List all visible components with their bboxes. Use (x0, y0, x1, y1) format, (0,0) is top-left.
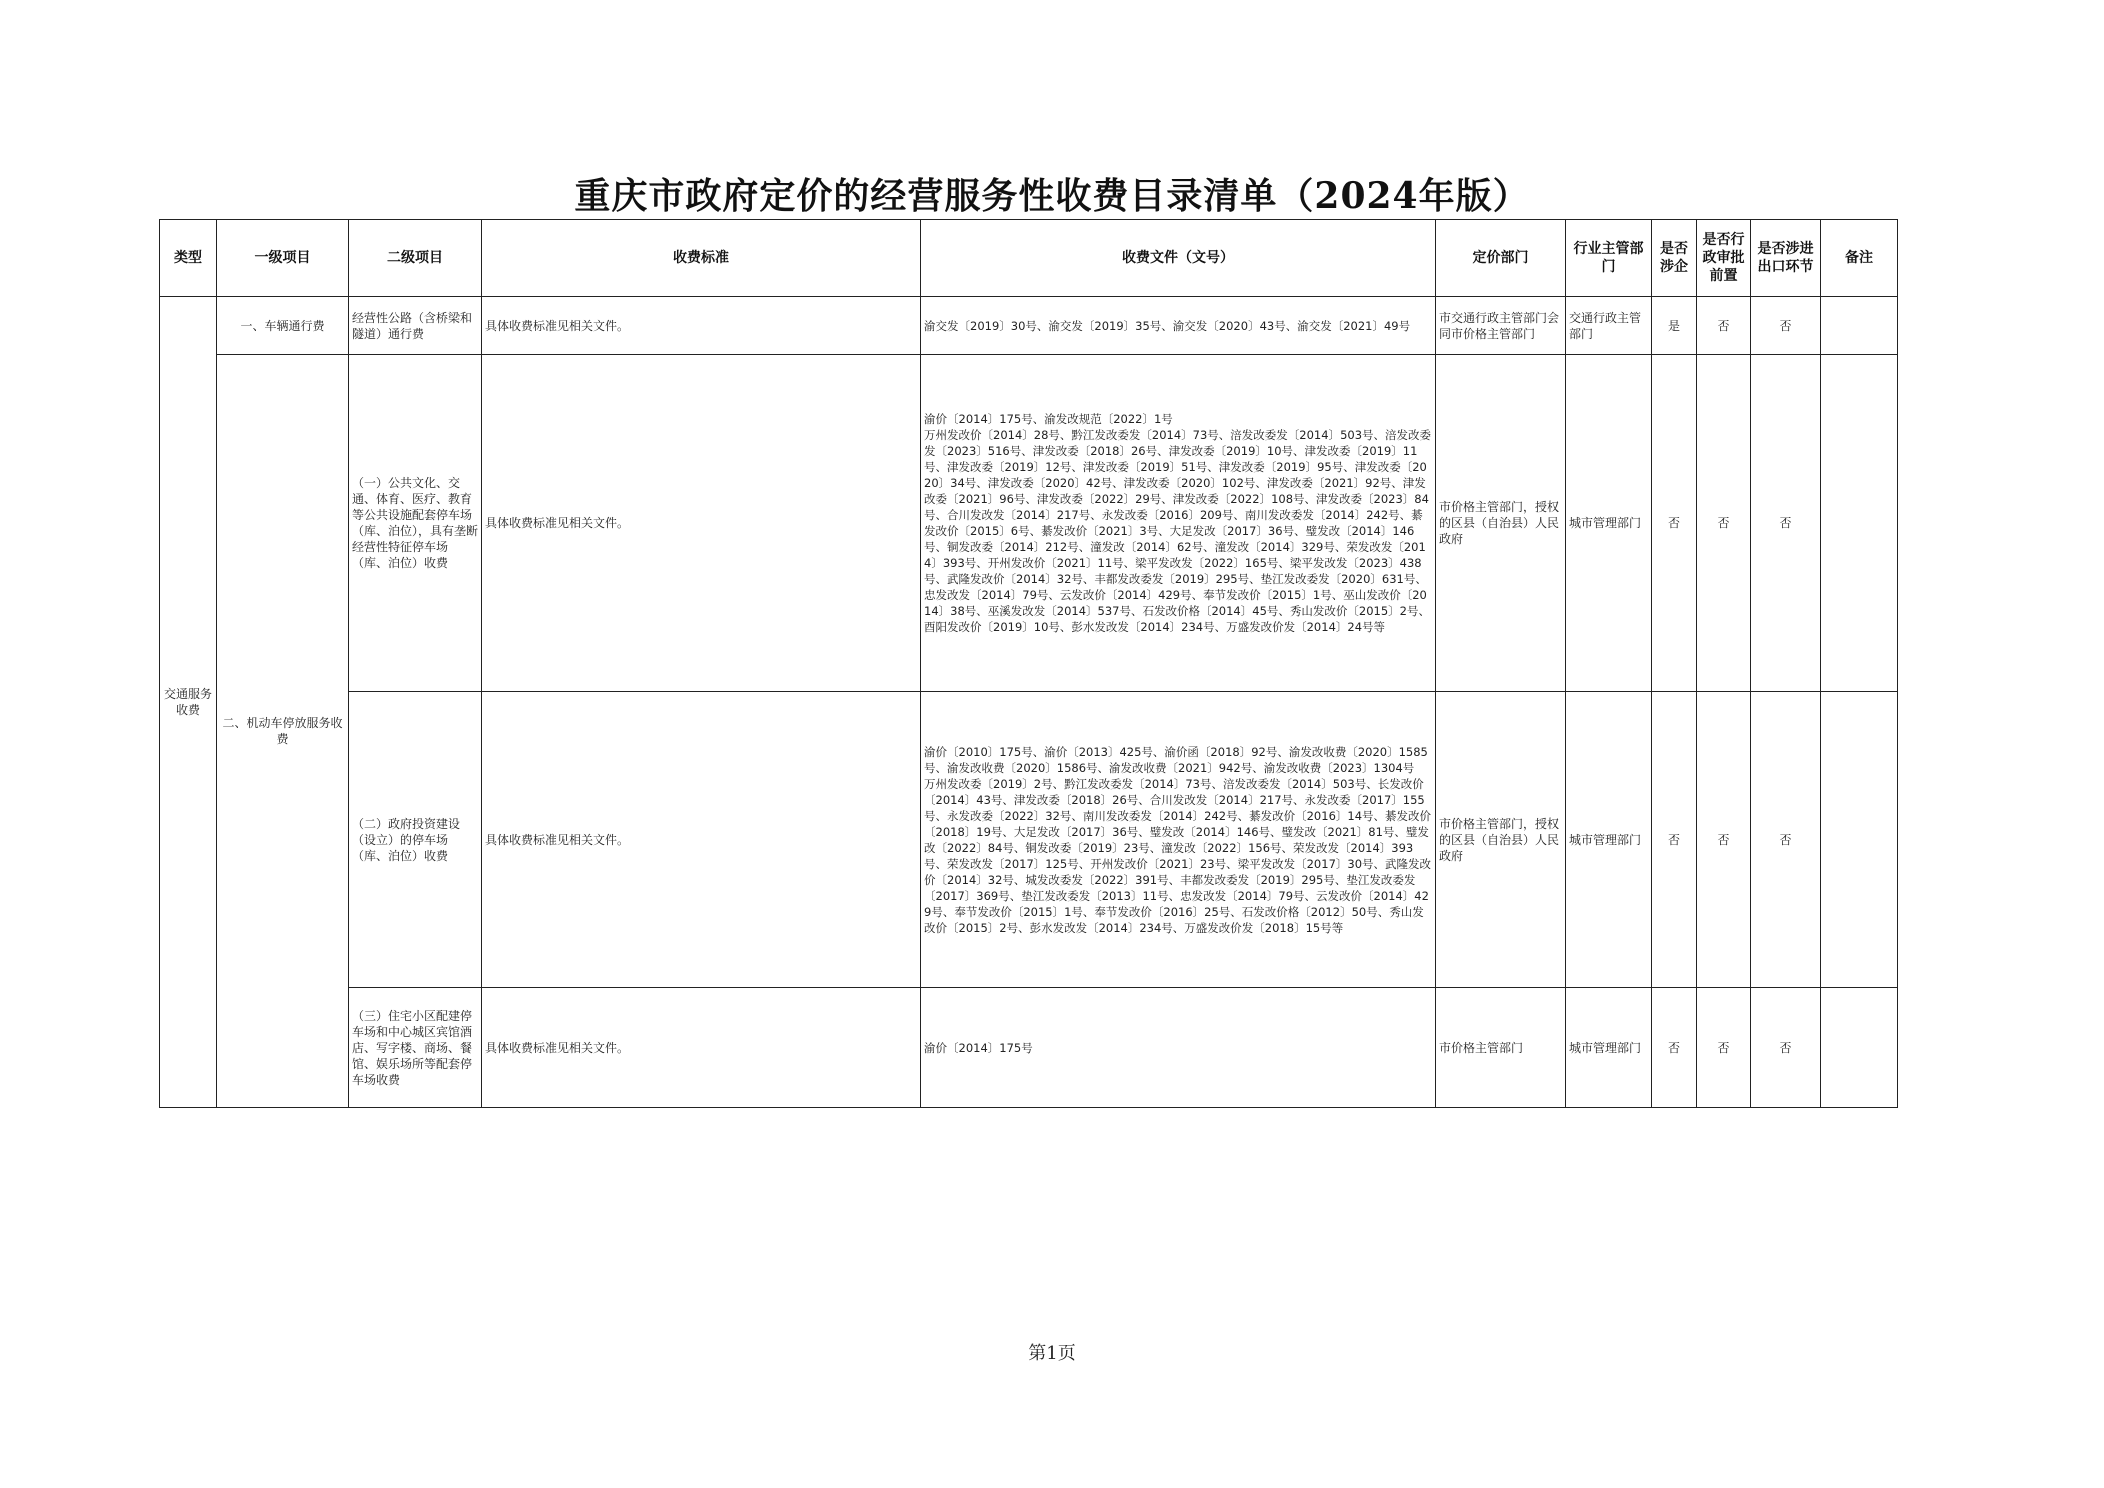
document-line: 万州发改价〔2014〕28号、黔江发改委发〔2014〕73号、涪发改委发〔2014〕503号、涪发改委发〔2023〕516号、津发改委〔2018〕26号、津发改委〔2019〕10号、津发改委〔2019〕11号、津发改委〔2019〕12号、津发改委〔2019〕51号、津发改委〔2019〕95号、津发改委〔2020〕34号、津发改委〔2020〕42号、津发改委〔2020〕102号、津发改委〔2021〕92号、津发改委〔2021〕96号、津发改委〔2022〕29号、津发改委〔2022〕108号、津发改委〔2023〕84号、合川发改发〔2014〕217号、永发改委〔2016〕209号、南川发改委发〔2014〕242号、綦发改价〔2015〕6号、綦发改价〔2021〕3号、大足发改〔2017〕36号、璧发改〔2014〕146号、铜发改委〔2014〕212号、潼发改〔2014〕62号、潼发改〔2014〕329号、荣发改发〔2014〕393号、开州发改价〔2021〕11号、梁平发改发〔2022〕165号、梁平发改发〔2023〕438号、武隆发改价〔2014〕32号、丰都发改委发〔2019〕295号、垫江发改委发〔2020〕631号、忠发改发〔2014〕79号、云发改价〔2014〕429号、奉节发改价〔2015〕1号、巫山发改价〔2014〕38号、巫溪发改发〔2014〕537号、石发改价格〔2014〕45号、秀山发改价〔2015〕2号、酉阳发改价〔2019〕10号、彭水发改发〔2014〕234号、万盛发改价发〔2014〕24号等 (924, 428, 1432, 634)
table-row (160, 988, 1898, 1108)
approval-cell: 否 (1697, 692, 1751, 988)
import-export-cell: 否 (1751, 692, 1821, 988)
table-row (160, 355, 1898, 692)
page-number: 第1页 (1028, 1343, 1076, 1364)
table-row (160, 692, 1898, 988)
header-industry-dept: 行业主管部门 (1566, 220, 1652, 297)
header-standard: 收费标准 (482, 220, 921, 297)
enterprise-cell: 否 (1652, 988, 1697, 1108)
industry-dept-cell: 城市管理部门 (1566, 692, 1652, 988)
header-type: 类型 (160, 220, 217, 297)
remarks-cell (1821, 988, 1898, 1108)
import-export-cell: 否 (1751, 988, 1821, 1108)
documents-cell (921, 355, 1436, 692)
pricing-dept-cell: 市价格主管部门，授权的区县（自治县）人民政府 (1436, 355, 1566, 692)
approval-cell: 否 (1697, 355, 1751, 692)
industry-dept-cell: 城市管理部门 (1566, 355, 1652, 692)
fee-table (159, 219, 1898, 1108)
standard-cell: 具体收费标准见相关文件。 (482, 297, 921, 355)
standard-cell: 具体收费标准见相关文件。 (482, 692, 921, 988)
header-row (160, 220, 1898, 297)
level2-cell: （三）住宅小区配建停车场和中心城区宾馆酒店、写字楼、商场、餐馆、娱乐场所等配套停车场收费 (349, 988, 482, 1108)
table-row (160, 297, 1898, 355)
enterprise-cell: 否 (1652, 692, 1697, 988)
level1-cell: 二、机动车停放服务收费 (217, 355, 349, 1108)
level2-cell: 经营性公路（含桥梁和隧道）通行费 (349, 297, 482, 355)
document-line: 渝交发〔2019〕30号、渝交发〔2019〕35号、渝交发〔2020〕43号、渝交发〔2021〕49号 (924, 318, 1411, 333)
standard-cell: 具体收费标准见相关文件。 (482, 988, 921, 1108)
level2-cell: （一）公共文化、交通、体育、医疗、教育等公共设施配套停车场（库、泊位），具有垄断经营性特征停车场（库、泊位）收费 (349, 355, 482, 692)
header-pricing-dept: 定价部门 (1436, 220, 1566, 297)
document-line: 万州发改委〔2019〕2号、黔江发改委发〔2014〕73号、涪发改委发〔2014〕503号、长发改价〔2014〕43号、津发改委〔2018〕26号、合川发改发〔2014〕217号、永发改委〔2017〕155号、永发改委〔2022〕32号、南川发改委发〔2014〕242号、綦发改价〔2016〕14号、綦发改价〔2018〕19号、大足发改〔2017〕36号、璧发改〔2014〕146号、璧发改〔2021〕81号、璧发改〔2022〕84号、铜发改委〔2019〕23号、潼发改〔2022〕156号、荣发改发〔2014〕393号、荣发改发〔2017〕125号、开州发改价〔2021〕23号、梁平发改发〔2017〕30号、武隆发改价〔2014〕32号、城发改委发〔2022〕391号、丰都发改委发〔2019〕295号、垫江发改委发〔2017〕369号、垫江发改委发〔2013〕11号、忠发改发〔2014〕79号、云发改价〔2014〕429号、奉节发改价〔2015〕1号、奉节发改价〔2016〕25号、石发改价格〔2012〕50号、秀山发改价〔2015〕2号、彭水发改发〔2014〕234号、万盛发改价发〔2018〕15号等 (924, 776, 1432, 935)
category-cell: 交通服务收费 (160, 297, 217, 1108)
document-line: 渝价〔2010〕175号、渝价〔2013〕425号、渝价函〔2018〕92号、渝发改收费〔2020〕1585号、渝发改收费〔2020〕1586号、渝发改收费〔2021〕942号、渝发改收费〔2023〕1304号 (924, 744, 1428, 775)
documents-cell (921, 988, 1436, 1108)
document-line: 渝价〔2014〕175号 (924, 1040, 1033, 1055)
header-level2: 二级项目 (349, 220, 482, 297)
header-enterprise: 是否涉企 (1652, 220, 1697, 297)
remarks-cell (1821, 355, 1898, 692)
standard-cell: 具体收费标准见相关文件。 (482, 355, 921, 692)
header-level1: 一级项目 (217, 220, 349, 297)
level2-cell: （二）政府投资建设（设立）的停车场（库、泊位）收费 (349, 692, 482, 988)
remarks-cell (1821, 692, 1898, 988)
header-import-export: 是否涉进出口环节 (1751, 220, 1821, 297)
header-remarks: 备注 (1821, 220, 1898, 297)
pricing-dept-cell: 市交通行政主管部门会同市价格主管部门 (1436, 297, 1566, 355)
industry-dept-cell: 城市管理部门 (1566, 988, 1652, 1108)
header-approval: 是否行政审批前置 (1697, 220, 1751, 297)
import-export-cell: 否 (1751, 297, 1821, 355)
approval-cell: 否 (1697, 297, 1751, 355)
pricing-dept-cell: 市价格主管部门 (1436, 988, 1566, 1108)
approval-cell: 否 (1697, 988, 1751, 1108)
documents-cell (921, 297, 1436, 355)
documents-cell (921, 692, 1436, 988)
import-export-cell: 否 (1751, 355, 1821, 692)
document-line: 渝价〔2014〕175号、渝发改规范〔2022〕1号 (924, 412, 1173, 426)
pricing-dept-cell: 市价格主管部门，授权的区县（自治县）人民政府 (1436, 692, 1566, 988)
remarks-cell (1821, 297, 1898, 355)
industry-dept-cell: 交通行政主管部门 (1566, 297, 1652, 355)
level1-cell: 一、车辆通行费 (217, 297, 349, 355)
header-documents: 收费文件（文号） (921, 220, 1436, 297)
enterprise-cell: 否 (1652, 355, 1697, 692)
enterprise-cell: 是 (1652, 297, 1697, 355)
page-title: 重庆市政府定价的经营服务性收费目录清单（2024年版） (574, 175, 1530, 217)
